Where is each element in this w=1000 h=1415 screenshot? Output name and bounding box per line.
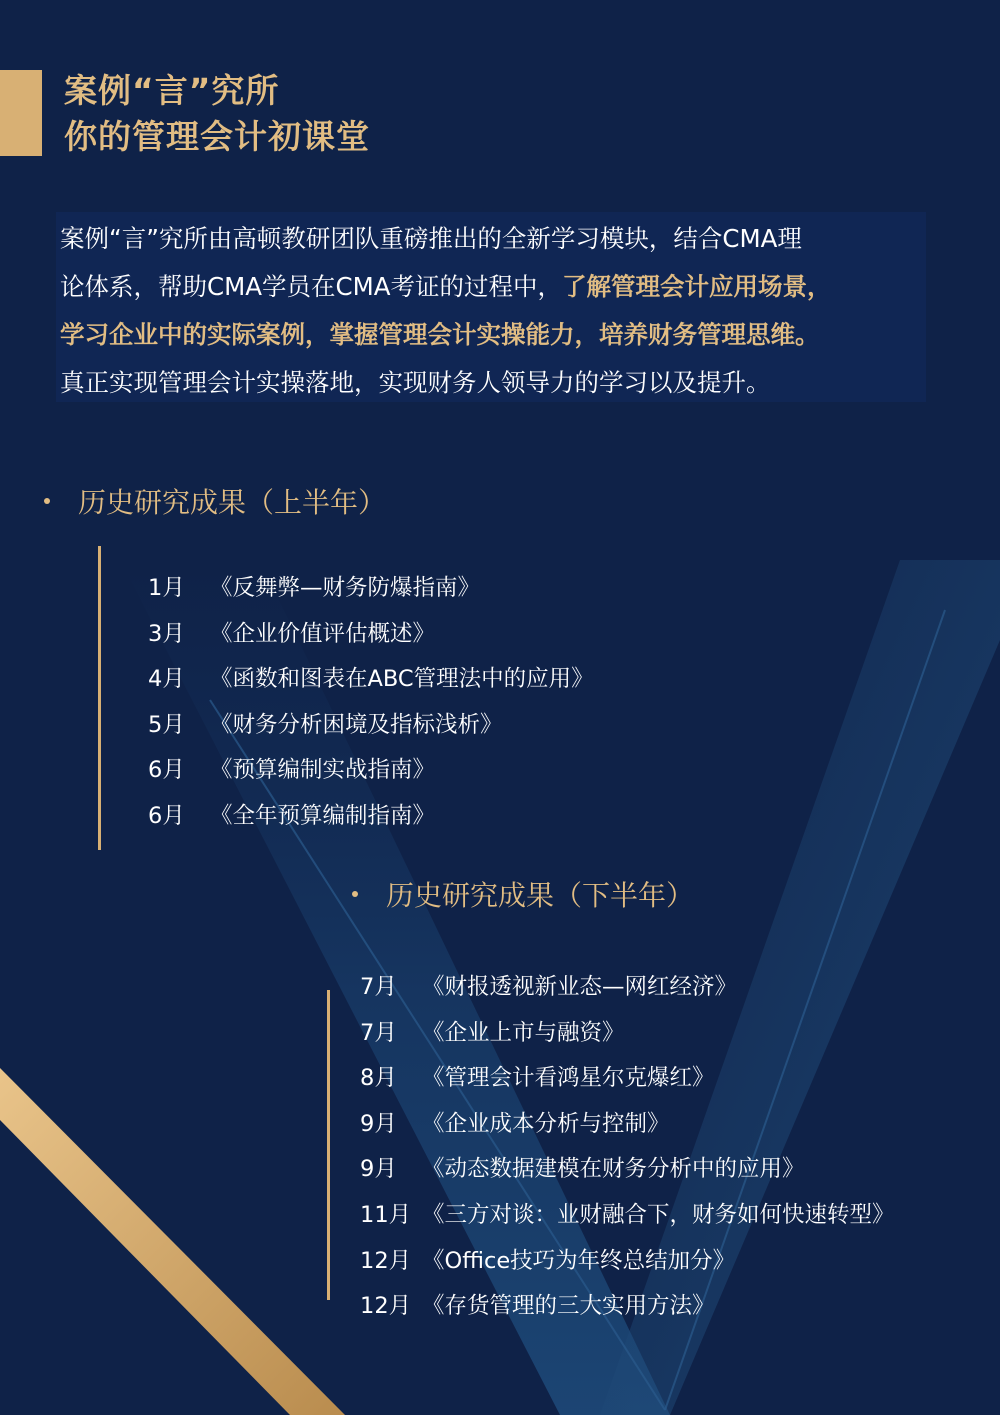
list-item [148,612,594,658]
second-half-divider [327,990,330,1300]
first-half-list [148,566,594,840]
intro-highlight-2: 学习企业中的实际案例，掌握管理会计实操能力，培养财务管理思维。 [60,320,820,349]
item-title: 《函数和图表在ABC管理法中的应用》 [210,666,594,693]
list-item [360,1056,895,1102]
list-item [360,1239,895,1285]
intro-highlight-1: 了解管理会计应用场景， [562,272,832,301]
list-item [360,1011,895,1057]
item-month: 8月 [360,1065,397,1092]
item-month: 12月 [360,1247,412,1274]
item-title: 《动态数据建模在财务分析中的应用》 [422,1156,805,1183]
title-line-2: 你的管理会计初课堂 [64,117,370,156]
intro-box [56,212,926,402]
bullet-icon [44,498,50,504]
item-month: 9月 [360,1156,397,1183]
item-title: 《预算编制实战指南》 [210,757,436,784]
intro-line-2-text: 论体系，帮助CMA学员在CMA考证的过程中， [60,272,563,301]
item-month: 4月 [148,666,185,693]
item-title: 《管理会计看鸿星尔克爆红》 [422,1065,715,1092]
item-month: 5月 [148,711,185,738]
item-month: 7月 [360,974,397,1000]
page-title [64,68,370,160]
list-item [148,657,594,703]
section-heading-second-half [352,876,694,916]
item-title: 《存货管理的三大实用方法》 [422,1293,715,1320]
item-month: 6月 [148,757,185,784]
item-title: 《Office技巧为年终总结加分》 [422,1247,736,1274]
list-item [360,1193,895,1239]
list-item [148,794,594,840]
title-line-1: 案例“言”究所 [64,71,280,110]
item-title: 《三方对谈：业财融合下，财务如何快速转型》 [422,1201,895,1228]
title-accent-bar [0,70,42,156]
intro-line-2 [60,263,832,311]
second-half-list [360,965,895,1330]
item-month: 6月 [148,802,185,829]
item-title: 《财报透视新业态—网红经济》 [422,974,738,1000]
list-item [360,1284,895,1330]
list-item [360,1147,895,1193]
list-item [148,748,594,794]
section-heading-first-half-text: 历史研究成果（上半年） [78,486,387,519]
item-month: 1月 [148,575,185,601]
list-item [360,965,895,1011]
section-heading-second-half-text: 历史研究成果（下半年） [386,879,695,912]
item-month: 12月 [360,1293,412,1320]
item-title: 《财务分析困境及指标浅析》 [210,711,503,738]
item-month: 3月 [148,620,185,647]
intro-line-4: 真正实现管理会计实操落地，实现财务人领导力的学习以及提升。 [60,368,771,397]
item-month: 7月 [360,1019,397,1046]
first-half-divider [98,546,101,850]
section-heading-first-half [44,483,386,523]
list-item [148,566,594,612]
item-title: 《企业成本分析与控制》 [422,1110,670,1137]
bullet-icon [352,891,358,897]
item-title: 《企业价值评估概述》 [210,620,436,647]
item-title: 《反舞弊—财务防爆指南》 [210,575,481,601]
item-title: 《企业上市与融资》 [422,1019,625,1046]
item-month: 11月 [360,1201,412,1228]
gold-stripe [0,1068,345,1415]
item-month: 9月 [360,1110,397,1137]
item-title: 《全年预算编制指南》 [210,802,436,829]
intro-line-1: 案例“言”究所由高顿教研团队重磅推出的全新学习模块，结合CMA理 [60,224,802,253]
list-item [360,1102,895,1148]
list-item [148,703,594,749]
